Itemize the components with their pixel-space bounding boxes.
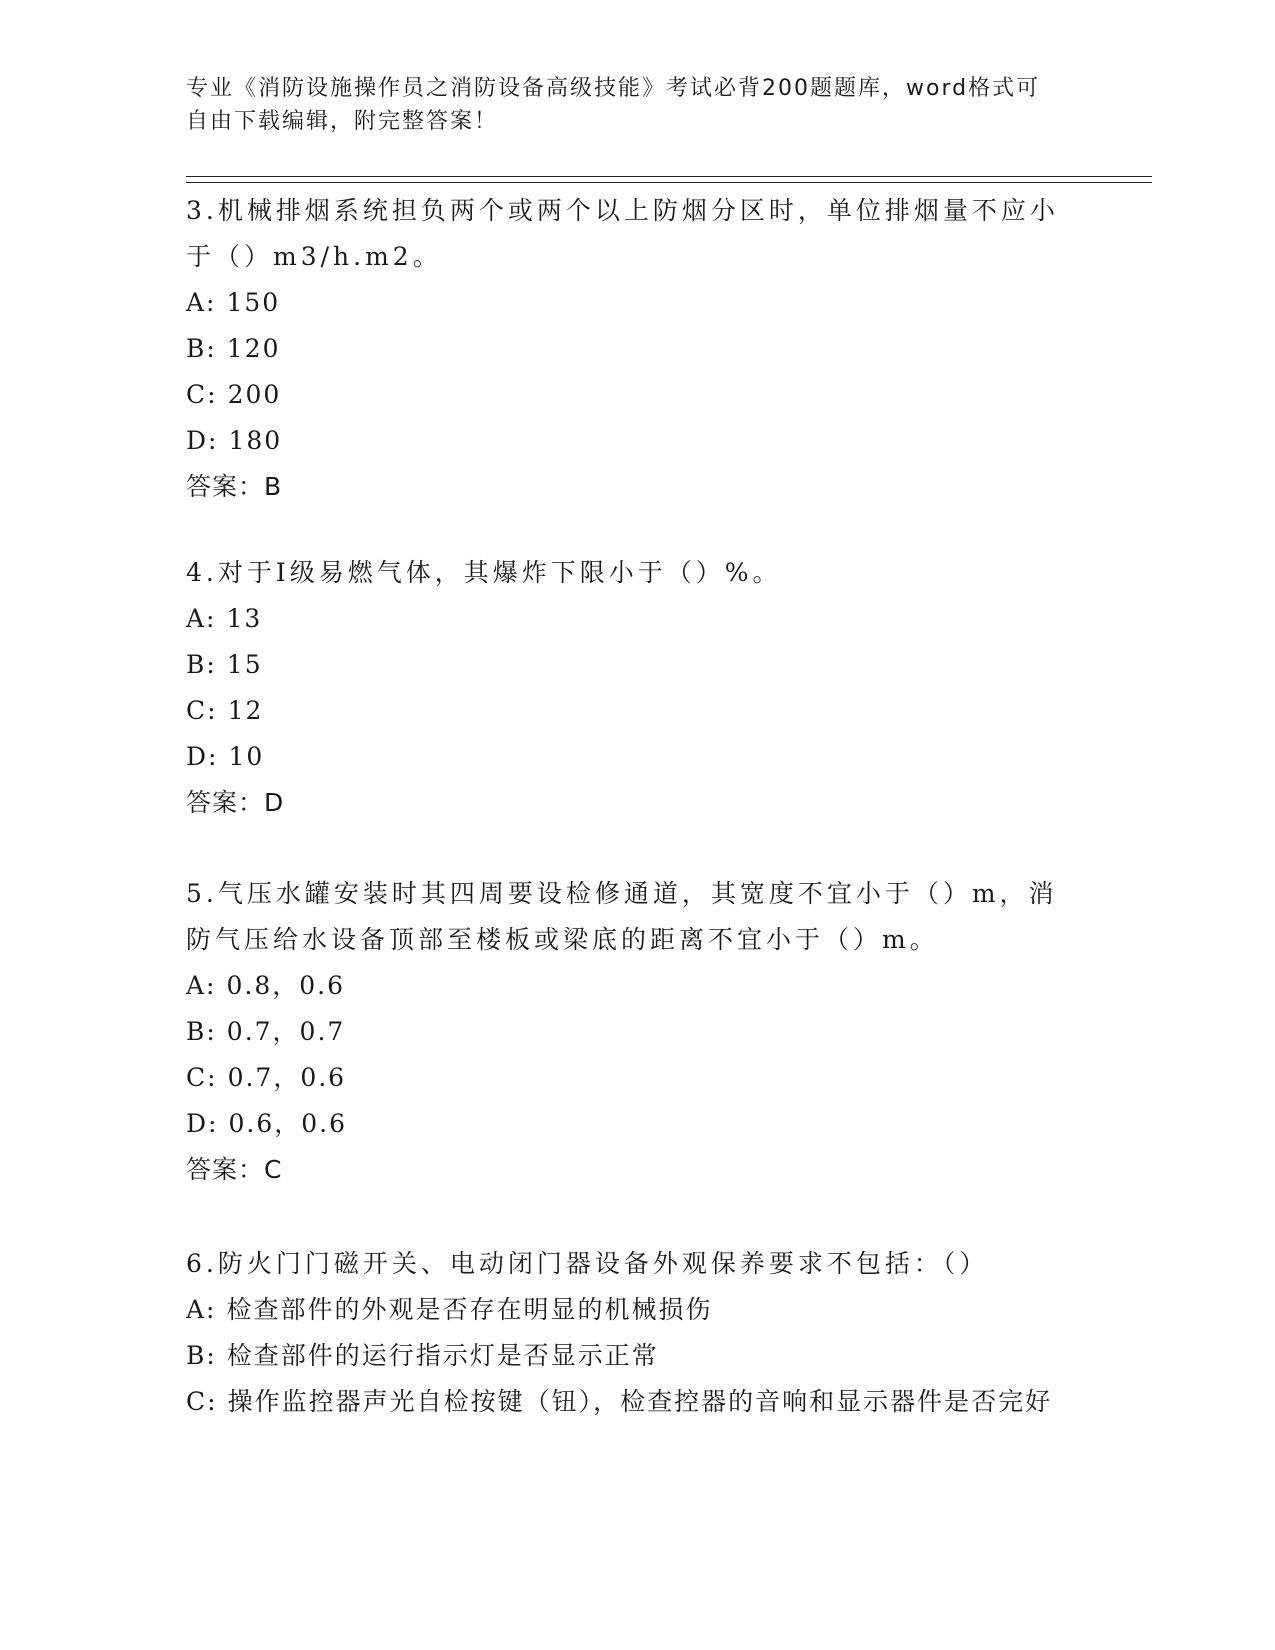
option-b — [186, 1009, 1086, 1055]
option-d — [186, 418, 1086, 464]
option-text: 0.7，0.6 — [227, 1063, 347, 1092]
option-a — [186, 280, 1086, 326]
option-b — [186, 326, 1086, 372]
option-letter: B: — [186, 650, 217, 679]
question-stem: 3.机械排烟系统担负两个或两个以上防烟分区时，单位排烟量不应小于（）m3/h.m2。 — [186, 196, 1059, 271]
option-text: 150 — [226, 288, 281, 317]
option-letter: A: — [186, 288, 217, 317]
option-list — [186, 280, 1086, 464]
option-d — [186, 1101, 1086, 1147]
question-6 — [186, 1241, 1086, 1425]
option-text: 180 — [228, 426, 283, 455]
option-d — [186, 734, 1086, 780]
option-list — [186, 1287, 1086, 1425]
question-stem: 4.对于Ⅰ级易燃气体，其爆炸下限小于（）%。 — [186, 558, 782, 587]
option-c — [186, 688, 1086, 734]
option-text: 0.7，0.7 — [226, 1017, 346, 1046]
option-text: 检查部件的运行指示灯是否显示正常 — [226, 1341, 659, 1370]
option-letter: C: — [186, 1063, 218, 1092]
option-a — [186, 596, 1086, 642]
option-letter: C: — [186, 1387, 218, 1416]
header-line-1: 专业《消防设施操作员之消防设备高级技能》考试必背200题题库，word格式可 — [186, 76, 1041, 101]
option-c — [186, 1055, 1086, 1101]
option-b — [186, 1333, 1086, 1379]
option-letter: D: — [186, 426, 219, 455]
option-letter: B: — [186, 1341, 217, 1370]
option-text: 15 — [226, 650, 263, 679]
option-letter: C: — [186, 380, 218, 409]
option-list — [186, 596, 1086, 780]
option-letter: A: — [186, 1295, 217, 1324]
answer-line: 答案：C — [186, 1155, 283, 1184]
question-5 — [186, 871, 1086, 1193]
option-c — [186, 1379, 1086, 1425]
option-text: 10 — [228, 742, 265, 771]
header-divider-bottom — [186, 182, 1152, 183]
option-text: 操作监控器声光自检按键（钮），检查控器的音响和显示器件是否完好 — [227, 1387, 1053, 1416]
option-text: 0.6，0.6 — [228, 1109, 347, 1138]
option-letter: B: — [186, 1017, 217, 1046]
header-divider-top — [186, 176, 1152, 177]
option-letter: D: — [186, 1109, 219, 1138]
option-letter: A: — [186, 971, 217, 1000]
answer-line: 答案：B — [186, 472, 283, 501]
document-header — [186, 72, 1066, 138]
question-stem: 6.防火门门磁开关、电动闭门器设备外观保养要求不包括：（） — [186, 1249, 989, 1278]
option-letter: C: — [186, 696, 218, 725]
option-text: 12 — [227, 696, 264, 725]
option-text: 0.8，0.6 — [226, 971, 346, 1000]
question-3 — [186, 188, 1086, 510]
option-a — [186, 1287, 1086, 1333]
option-text: 200 — [227, 380, 282, 409]
option-text: 120 — [226, 334, 281, 363]
option-a — [186, 963, 1086, 1009]
option-text: 13 — [226, 604, 263, 633]
option-b — [186, 642, 1086, 688]
option-list — [186, 963, 1086, 1147]
question-4 — [186, 550, 1086, 826]
option-text: 检查部件的外观是否存在明显的机械损伤 — [226, 1295, 713, 1324]
header-line-2: 自由下载编辑，附完整答案！ — [186, 109, 499, 134]
option-letter: D: — [186, 742, 219, 771]
option-letter: B: — [186, 334, 217, 363]
option-c — [186, 372, 1086, 418]
question-stem: 5.气压水罐安装时其四周要设检修通道，其宽度不宜小于（）m，消防气压给水设备顶部至楼板或梁底的距离不宜小于（）m。 — [186, 879, 1058, 954]
answer-line: 答案：D — [186, 788, 285, 817]
option-letter: A: — [186, 604, 217, 633]
